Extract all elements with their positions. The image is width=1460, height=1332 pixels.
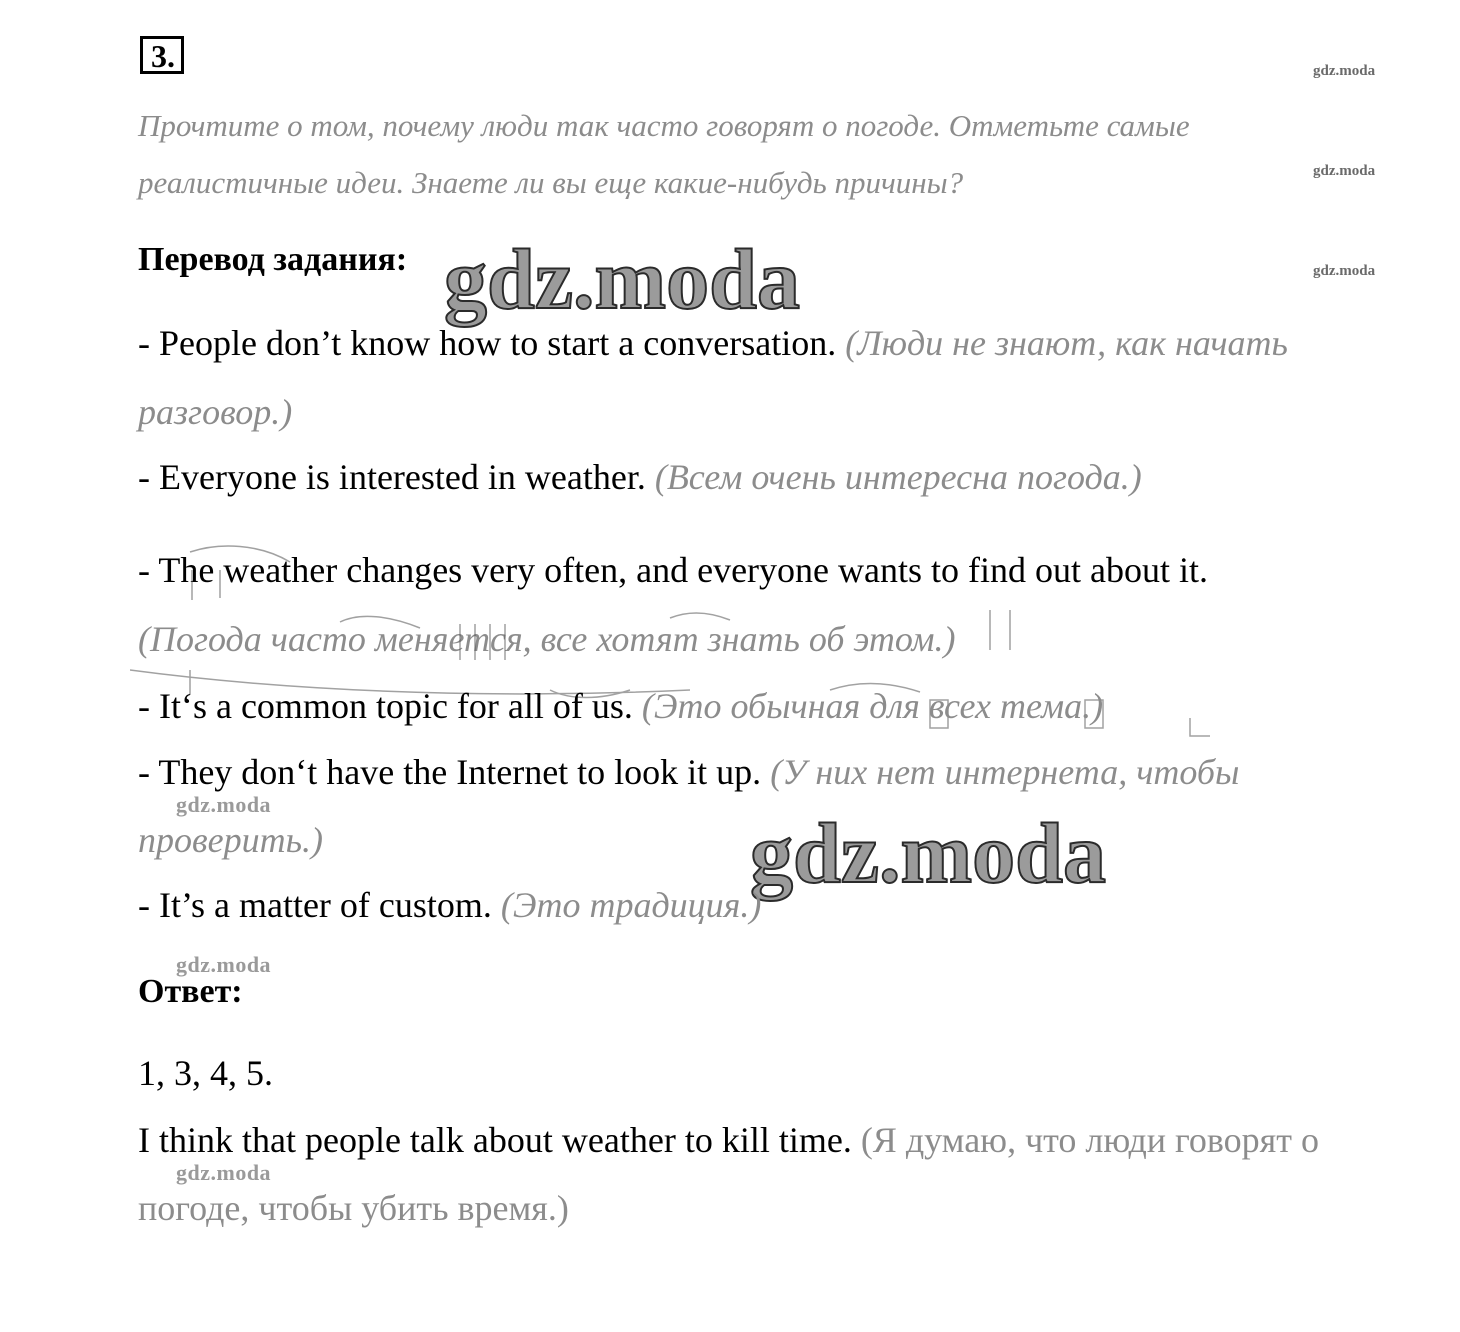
watermark-left: gdz.moda [176,1160,272,1185]
watermark-small: gdz.moda [1313,163,1376,179]
watermark-left: gdz.moda [176,952,272,977]
reason-item-5 [138,752,1239,792]
reason-item-1 [138,323,1288,363]
answer-translation-cont: погоде, чтобы убить время.) [138,1188,569,1228]
answer-heading: Ответ: [138,973,243,1010]
answer-sentence [138,1120,1319,1160]
reason-item-6 [138,885,761,925]
reason-english: - They don‘t have the Internet to look it up. [138,752,762,792]
instruction-line-2: реалистичные идеи. Знаете ли вы еще какие-нибудь причины? [138,165,964,200]
reason-english: - Everyone is interested in weather. [138,457,646,497]
reason-translation: (Люди не знают, как начать [845,323,1288,363]
reason-translation: (Это традиция.) [500,885,762,925]
reason-translation-cont: разговор.) [138,392,293,432]
instruction-line-1: Прочтите о том, почему люди так часто говорят о погоде. Отметьте самые [138,108,1190,143]
reason-translation-cont: проверить.) [138,820,323,860]
answer-english: I think that people talk about weather to kill time. [138,1120,852,1160]
reason-item-3 [138,550,1208,590]
task-number: 3. [140,36,184,74]
answer-numbers: 1, 3, 4, 5. [138,1053,273,1093]
answer-translation: (Я думаю, что люди говорят о [860,1120,1319,1160]
reason-translation: (Всем очень интересна погода.) [654,457,1142,497]
reason-english: - People don’t know how to start a conversation. [138,323,837,363]
reason-english: - It’s a matter of custom. [138,885,492,925]
reason-translation-cont: (Погода часто меняется, все хотят знать об этом.) [138,619,956,659]
watermark-small: gdz.moda [1313,63,1376,79]
watermark-small: gdz.moda [1313,263,1376,279]
reason-english: - It‘s a common topic for all of us. [138,686,633,726]
reason-translation: (У них нет интернета, чтобы [770,752,1240,792]
reason-item-4 [138,686,1103,726]
watermark-large: gdz.moda [444,231,800,327]
watermark-left: gdz.moda [176,792,272,817]
reason-english: - The weather changes very often, and everyone wants to find out about it. [138,550,1208,590]
reason-item-2 [138,457,1142,497]
watermark-large: gdz.moda [750,805,1106,901]
translation-heading: Перевод задания: [138,241,408,278]
reason-translation: (Это обычная для всех тема.) [641,686,1104,726]
